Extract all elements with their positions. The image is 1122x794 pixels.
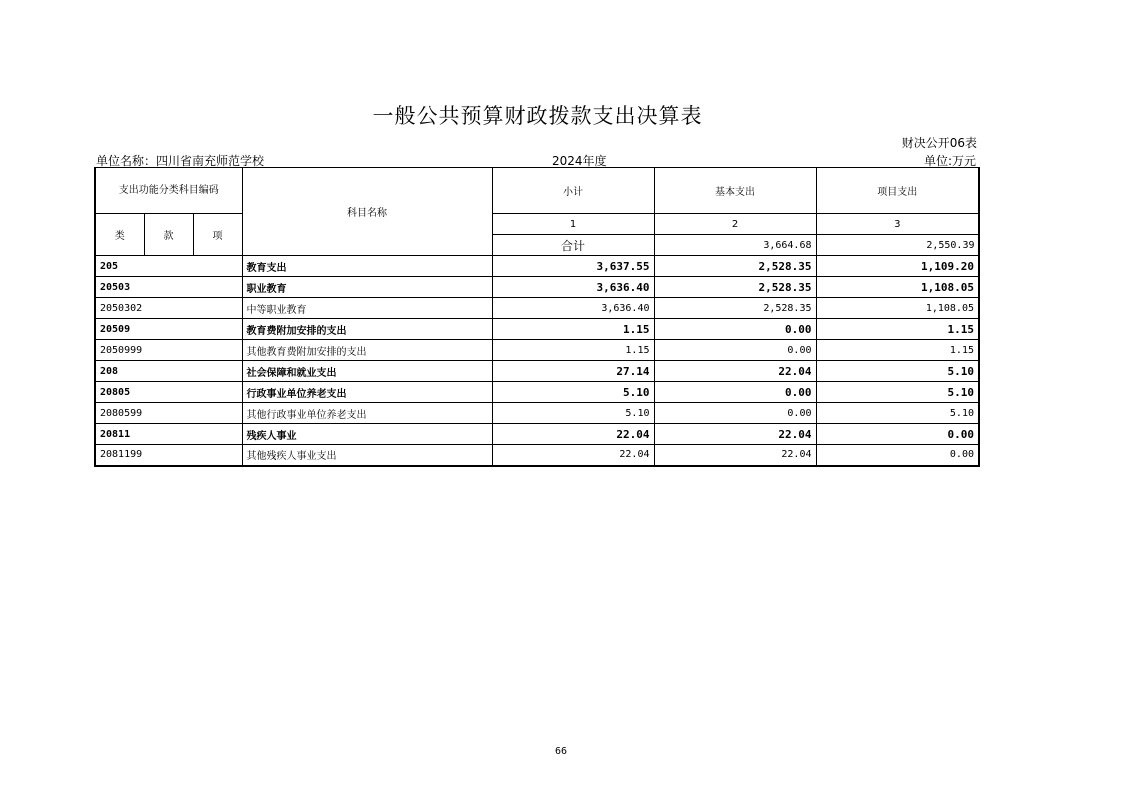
row-subtotal: 1.15 <box>492 319 654 340</box>
row-code: 2050999 <box>95 340 242 361</box>
subtotal-header: 小计 <box>492 168 654 214</box>
row-name: 其他教育费附加安排的支出 <box>242 340 492 361</box>
row-name: 教育费附加安排的支出 <box>242 319 492 340</box>
unit-name: 单位名称：四川省南充师范学校 <box>96 154 265 168</box>
fiscal-year: 2024年度 <box>552 154 607 168</box>
row-name: 中等职业教育 <box>242 298 492 319</box>
row-project: 1,108.05 <box>816 277 979 298</box>
project-header: 项目支出 <box>816 168 979 214</box>
row-basic: 0.00 <box>654 403 816 424</box>
table-row <box>95 277 979 298</box>
table-row <box>95 319 979 340</box>
header-row-2 <box>95 214 979 235</box>
header-row-1 <box>95 168 979 214</box>
total-label: 合计 <box>492 235 654 256</box>
table-row <box>95 256 979 277</box>
row-code: 20509 <box>95 319 242 340</box>
row-code: 2081199 <box>95 445 242 466</box>
row-code: 205 <box>95 256 242 277</box>
table-row <box>95 403 979 424</box>
currency-unit: 单位:万元 <box>923 154 976 168</box>
table-row <box>95 424 979 445</box>
row-subtotal: 3,637.55 <box>492 256 654 277</box>
row-basic: 2,528.35 <box>654 277 816 298</box>
row-basic: 22.04 <box>654 361 816 382</box>
row-name: 其他残疾人事业支出 <box>242 445 492 466</box>
total-basic: 2,550.39 <box>816 235 979 256</box>
expenditure-table <box>94 167 980 467</box>
row-code: 2080599 <box>95 403 242 424</box>
subject-name-header: 科目名称 <box>242 168 492 256</box>
row-code: 2050302 <box>95 298 242 319</box>
form-number: 财决公开06表 <box>901 136 977 150</box>
table-row <box>95 361 979 382</box>
row-name: 教育支出 <box>242 256 492 277</box>
total-subtotal: 3,664.68 <box>654 235 816 256</box>
row-code: 208 <box>95 361 242 382</box>
col-index-3: 3 <box>816 214 979 235</box>
row-project: 1,108.05 <box>816 298 979 319</box>
code-group-header: 支出功能分类科目编码 <box>95 168 242 214</box>
row-subtotal: 5.10 <box>492 382 654 403</box>
row-basic: 0.00 <box>654 319 816 340</box>
row-subtotal: 27.14 <box>492 361 654 382</box>
row-name: 其他行政事业单位养老支出 <box>242 403 492 424</box>
row-basic: 22.04 <box>654 445 816 466</box>
xiang-header: 项 <box>193 214 242 256</box>
row-project: 5.10 <box>816 403 979 424</box>
row-project: 5.10 <box>816 361 979 382</box>
row-subtotal: 22.04 <box>492 424 654 445</box>
row-basic: 2,528.35 <box>654 256 816 277</box>
row-code: 20503 <box>95 277 242 298</box>
row-name: 职业教育 <box>242 277 492 298</box>
col-index-1: 1 <box>492 214 654 235</box>
row-basic: 2,528.35 <box>654 298 816 319</box>
lei-header: 类 <box>95 214 144 256</box>
row-name: 残疾人事业 <box>242 424 492 445</box>
row-subtotal: 22.04 <box>492 445 654 466</box>
row-subtotal: 5.10 <box>492 403 654 424</box>
row-project: 5.10 <box>816 382 979 403</box>
row-project: 1.15 <box>816 340 979 361</box>
table-row <box>95 445 979 466</box>
row-project: 0.00 <box>816 445 979 466</box>
page-title: 一般公共预算财政拨款支出决算表 <box>372 104 703 128</box>
row-basic: 0.00 <box>654 340 816 361</box>
row-name: 行政事业单位养老支出 <box>242 382 492 403</box>
row-project: 0.00 <box>816 424 979 445</box>
row-basic: 0.00 <box>654 382 816 403</box>
col-index-2: 2 <box>654 214 816 235</box>
row-subtotal: 1.15 <box>492 340 654 361</box>
row-project: 1.15 <box>816 319 979 340</box>
page-number: 66 <box>554 746 568 757</box>
table-row <box>95 298 979 319</box>
row-subtotal: 3,636.40 <box>492 277 654 298</box>
kuan-header: 款 <box>144 214 193 256</box>
basic-header: 基本支出 <box>654 168 816 214</box>
table-row <box>95 340 979 361</box>
row-subtotal: 3,636.40 <box>492 298 654 319</box>
table-row <box>95 382 979 403</box>
row-project: 1,109.20 <box>816 256 979 277</box>
row-name: 社会保障和就业支出 <box>242 361 492 382</box>
row-code: 20811 <box>95 424 242 445</box>
row-code: 20805 <box>95 382 242 403</box>
row-basic: 22.04 <box>654 424 816 445</box>
